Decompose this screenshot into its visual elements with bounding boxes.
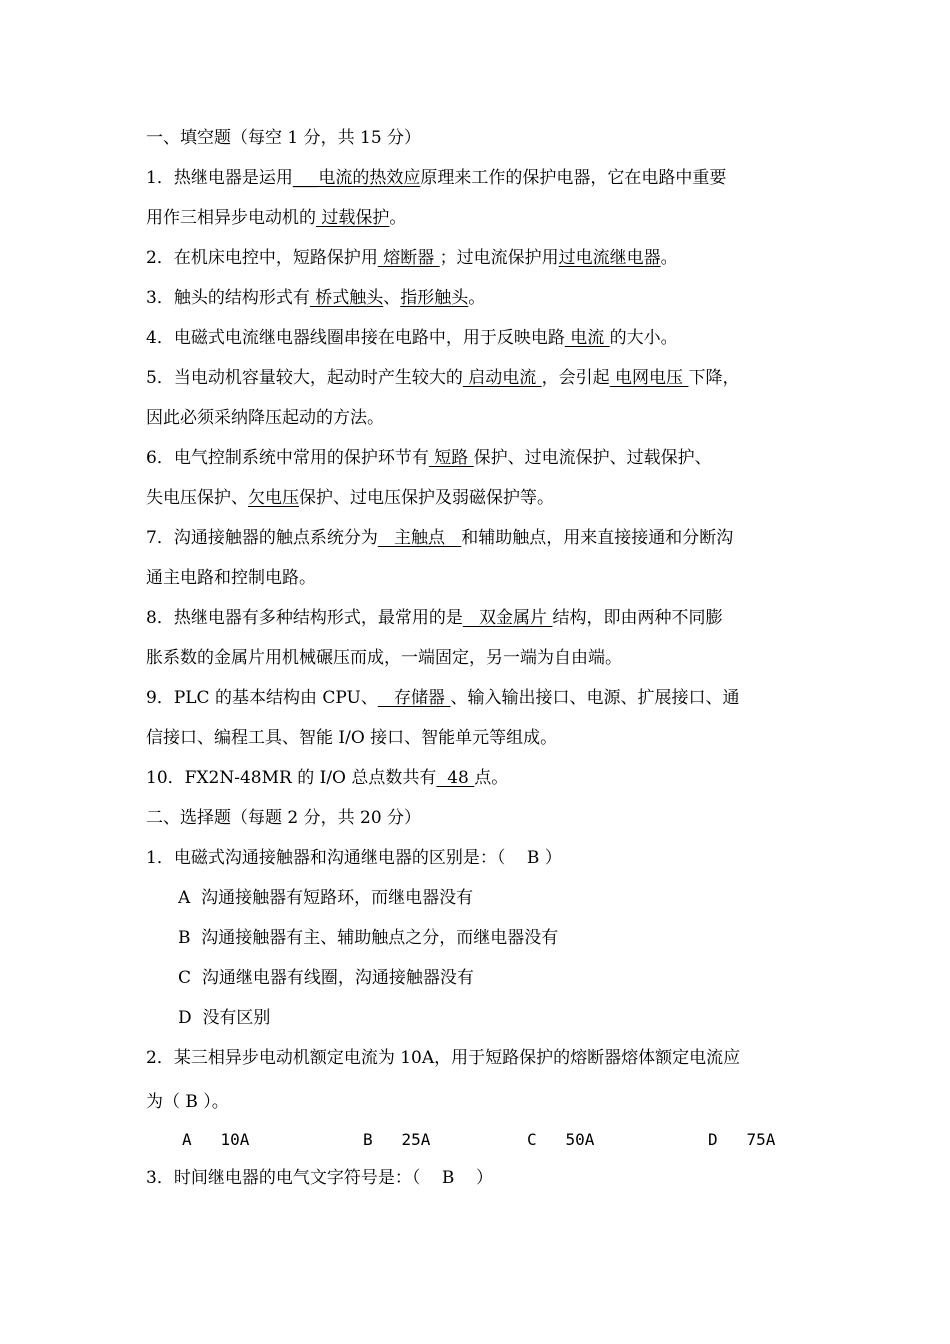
q4-answer1: 电流: [564, 328, 610, 348]
q8-line1: 8．热继电器有多种结构形式，最常用的是 双金属片 结构，即由两种不同膨: [146, 608, 723, 628]
q2-line: 2．在机床电控中，短路保护用 熔断器 ；过电流保护用过电流继电器。: [146, 248, 678, 268]
mc-q2-stem-line2: 为（ B ）。: [146, 1092, 229, 1112]
q10-line: 10．FX2N-48MR 的 I/O 总点数共有 48 点。: [146, 768, 509, 788]
q4-line: 4．电磁式电流继电器线圈串接在电路中，用于反映电路 电流 的大小。: [146, 328, 678, 348]
q6-line2: 失电压保护、欠电压保护、过电压保护及弱磁保护等。: [146, 488, 554, 508]
mc-q2-option-d: D 75A: [708, 1130, 776, 1149]
q5-answer2: 电网电压: [609, 368, 689, 388]
q1-line1: 1．热继电器是运用___电流的热效应原理来工作的保护电器，它在电路中重要: [146, 168, 727, 188]
q5-line1: 5．当电动机容量较大，起动时产生较大的 启动电流 ，会引起 电网电压 下降，: [146, 368, 740, 388]
section2-title: 二、选择题（每题 2 分，共 20 分）: [146, 808, 422, 828]
q8-answer1: 双金属片: [462, 608, 553, 628]
q3-answer1: 桥式触头: [309, 288, 384, 308]
q5-answer1: 启动电流: [462, 368, 542, 388]
mc-q2-option-b: B 25A: [363, 1130, 431, 1149]
q8-line2: 胀系数的金属片用机械碾压而成，一端固定，另一端为自由端。: [146, 648, 622, 668]
q10-answer1: 48: [436, 768, 475, 788]
q2-answer1: 熔断器: [377, 248, 440, 268]
q3-answer2: 指形触头: [400, 288, 469, 308]
mc-q1-option-c: C 沟通继电器有线圈，沟通接触器没有: [178, 968, 474, 988]
q9-line2: 信接口、编程工具、智能 I/O 接口、智能单元等组成。: [146, 728, 558, 748]
q6-answer2: 欠电压: [248, 488, 299, 508]
q6-answer1: 短路: [428, 448, 474, 468]
mc-q1-option-d: D 没有区别: [178, 1008, 271, 1028]
q7-line2: 通主电路和控制电路。: [146, 568, 316, 588]
q7-line1: 7．沟通接触器的触点系统分为 主触点 和辅助触点，用来直接接通和分断沟: [146, 528, 734, 548]
mc-q3-stem: 3．时间继电器的电气文字符号是：（ B ）: [146, 1168, 494, 1188]
q7-answer1: 主触点: [377, 528, 462, 548]
mc-q1-stem: 1．电磁式沟通接触器和沟通继电器的区别是：（ B ）: [146, 848, 562, 868]
q5-line2: 因此必须采纳降压起动的方法。: [146, 408, 384, 428]
mc-q1-option-b: B 沟通接触器有主、辅助触点之分，而继电器没有: [178, 928, 559, 948]
q1-answer2: 过载保护: [316, 208, 390, 228]
mc-q1-option-a: A 沟通接触器有短路环，而继电器没有: [178, 888, 474, 908]
q3-line: 3．触头的结构形式有 桥式触头、指形触头。: [146, 288, 486, 308]
q1-answer1: ___电流的热效应: [292, 168, 421, 188]
q9-line1: 9．PLC 的基本结构由 CPU、 存储器 、输入输出接口、电源、扩展接口、通: [146, 688, 740, 708]
mc-q2-stem-line1: 2．某三相异步电动机额定电流为 10A，用于短路保护的熔断器熔体额定电流应: [146, 1048, 741, 1068]
q9-answer1: 存储器: [377, 688, 451, 708]
mc-q2-option-c: C 50A: [527, 1130, 595, 1149]
q2-answer2: 过电流继电器: [558, 248, 661, 268]
mc-q2-option-a: A 10A: [182, 1130, 250, 1149]
q1-line2: 用作三相异步电动机的 过载保护。: [146, 208, 407, 228]
section1-title: 一、填空题（每空 1 分，共 15 分）: [146, 128, 422, 148]
q6-line1: 6．电气控制系统中常用的保护环节有 短路 保护、过电流保护、过载保护、: [146, 448, 712, 468]
